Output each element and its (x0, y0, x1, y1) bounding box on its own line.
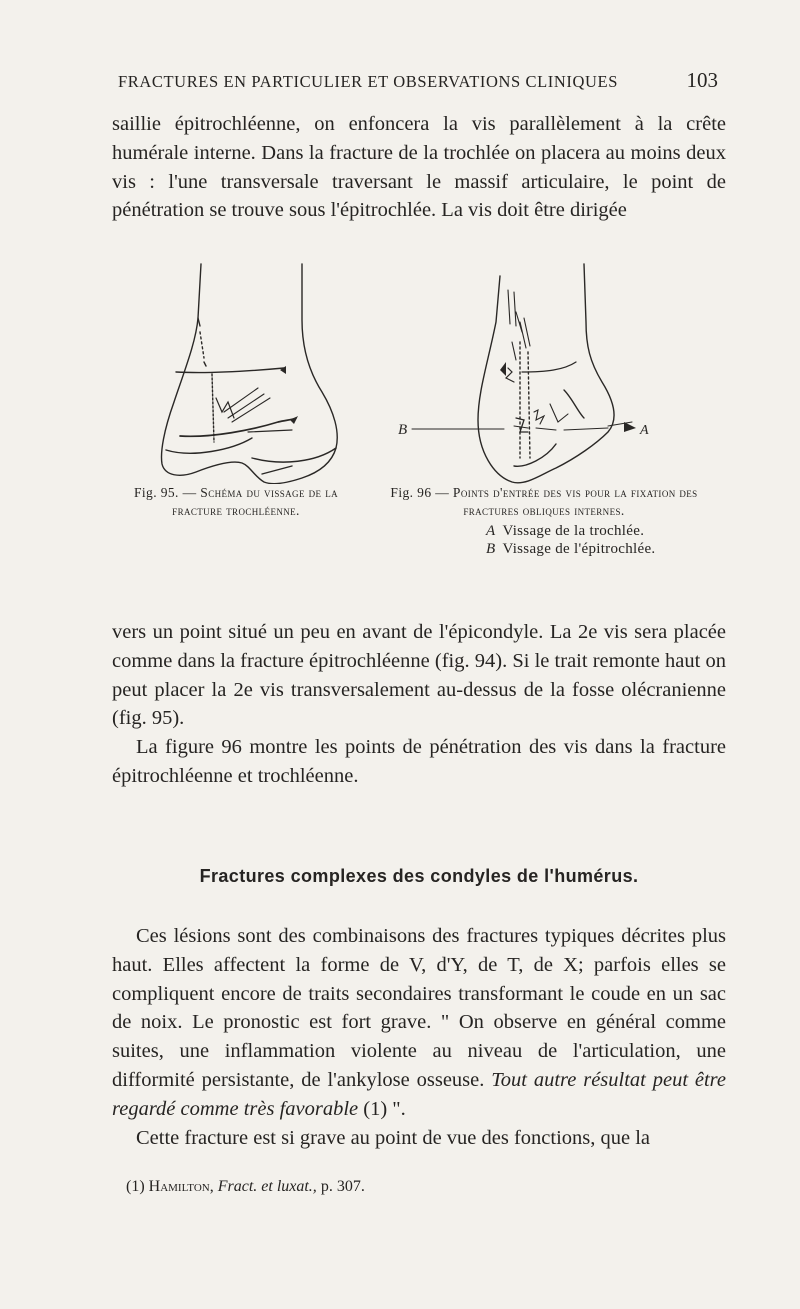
footnote-page: p. 307. (320, 1178, 365, 1195)
figure-96-label: Fig. 96 (390, 485, 432, 500)
section-heading: Fractures complexes des condyles de l'humérus. (199, 866, 639, 886)
figure-95-caption (110, 484, 362, 520)
footnote-work: Fract. et luxat., (217, 1178, 317, 1195)
footnote-reference: (1) (363, 1097, 388, 1120)
figure-96-drawing (396, 262, 708, 484)
figure-95-label: Fig. 95. (133, 485, 179, 500)
legend-key-b: B (486, 541, 496, 557)
figure-96-legend-b (486, 540, 655, 558)
paragraph-1 (112, 110, 726, 225)
legend-key-a: A (486, 523, 496, 539)
footnote-author: Hamilton, (148, 1178, 214, 1195)
footnote (126, 1178, 726, 1196)
paragraph-3-text: La figure 96 montre les points de pénétration des vis dans la fracture épitrochléenne et trochléenne. (112, 736, 726, 787)
figure-96-marker-b: B (398, 422, 408, 438)
running-header (118, 68, 718, 98)
figure-95-caption-text: — Schéma du vissage de la fracture trochléenne. (172, 485, 338, 518)
paragraph-2-text: vers un point situé un peu en avant de l'épicondyle. La 2e vis sera placée comme dans la fracture épitrochléenne (fig. 94). Si le trait remonte haut on peut placer la 2e vis transversalement au-dessus de la fosse olécranienne (fig. 95). (112, 621, 726, 730)
running-title: FRACTURES EN PARTICULIER ET OBSERVATIONS CLINIQUES (118, 72, 618, 91)
paragraph-4 (112, 922, 726, 1152)
legend-text-b: Vissage de l'épitrochlée. (502, 541, 656, 557)
figure-96-caption-text: — Points d'entrée des vis pour la fixation des fractures obliques internes. (435, 485, 698, 518)
footnote-marker: (1) (126, 1178, 145, 1195)
figure-95-drawing (152, 262, 342, 484)
paragraph-4-italic-quote: Tout autre résultat peut être regardé comme très favorable (112, 1068, 726, 1120)
paragraph-4-body (112, 922, 726, 1124)
paragraph-5-text: Cette fracture est si grave au point de vue des fonctions, que la (136, 1126, 651, 1149)
paragraph-4-text: Ces lésions sont des combinaisons des fractures typiques décrites plus haut. Elles affectent la forme de V, d'Y, de T, de X; parfois elles se compliquent encore de traits secondaires transformant le coude en un sac de noix. Le pronostic est fort grave. " On observe en général comme suites, une inflammation violente au niveau de l'articulation, une difformité persistante, de l'ankylose osseuse. (112, 925, 726, 1091)
page-number: 103 (686, 68, 718, 92)
figure-96-marker-a: A (640, 423, 649, 438)
paragraph-4-closing: ". (387, 1097, 406, 1120)
paragraph-1-text: saillie épitrochléenne, on enfoncera la vis parallèlement à la crête humérale interne. Dans la fracture de la trochlée on placera au moins deux vis : l'une transversale traversant le massif articulaire, le point de pénétration se trouve sous l'épitrochlée. La vis doit être dirigée (112, 113, 726, 222)
paragraph-2 (112, 618, 726, 791)
figure-96-legend-a (486, 522, 644, 540)
legend-text-a: Vissage de la trochlée. (502, 523, 645, 539)
figure-96-caption (370, 484, 718, 520)
